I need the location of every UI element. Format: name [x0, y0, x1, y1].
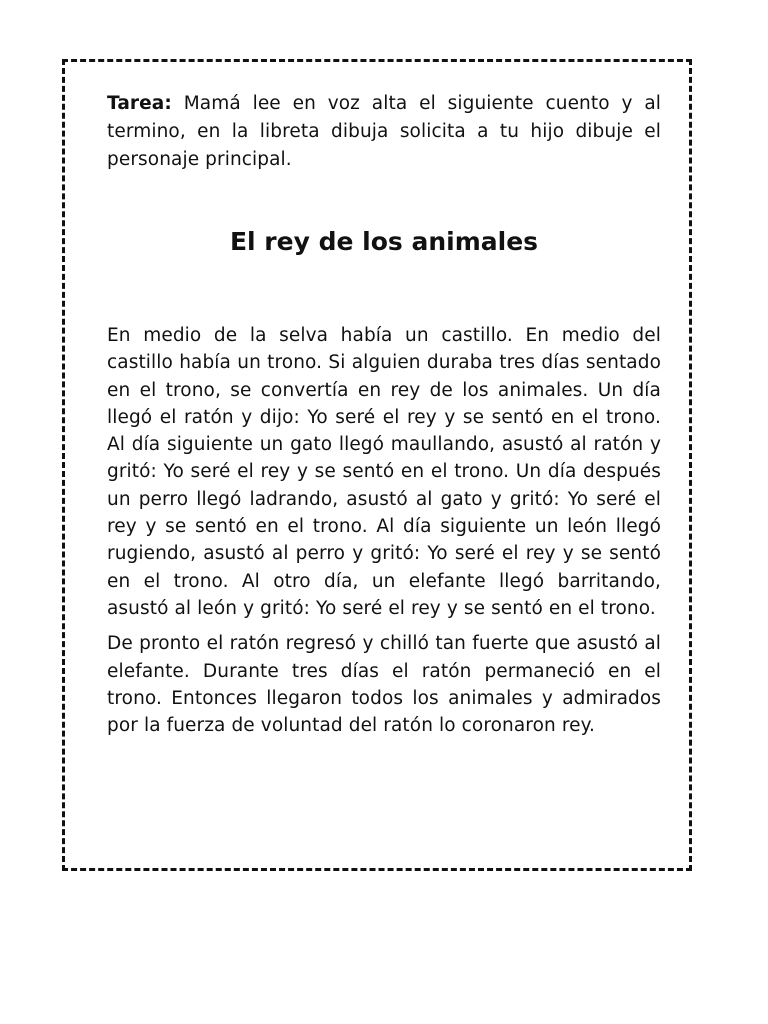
task-instructions — [107, 90, 661, 174]
story-paragraph-1: En medio de la selva había un castillo. En medio del castillo había un trono. Si alguien duraba tres días sentado en el trono, se convertía en rey de los animales. Un día llegó el ratón y dijo: Yo seré el rey y se sentó en el trono. Al día siguiente un gato llegó maullando, asustó al ratón y gritó: Yo seré el rey y se sentó en el trono. Un día después un perro llegó ladrando, asustó al gato y gritó: Yo seré el rey y se sentó en el trono. Al día siguiente un león llegó rugiendo, asustó al perro y gritó: Yo seré el rey y se sentó en el trono. Al otro día, un elefante llegó barritando, asustó al león y gritó: Yo seré el rey y se sentó en el trono. — [107, 325, 661, 619]
story-body — [107, 322, 661, 747]
story-title: El rey de los animales — [229, 227, 539, 256]
task-text: Mamá lee en voz alta el siguiente cuento y al termino, en la libreta dibuja solicita a tu hijo dibuje el personaje principal. — [107, 93, 661, 170]
task-label: Tarea: — [107, 93, 172, 114]
story-paragraph-2: De pronto el ratón regresó y chilló tan fuerte que asustó al elefante. Durante tres días el ratón permaneció en el trono. Entonces llegaron todos los animales y admirados por la fuerza de voluntad del ratón lo coronaron rey. — [107, 633, 661, 737]
